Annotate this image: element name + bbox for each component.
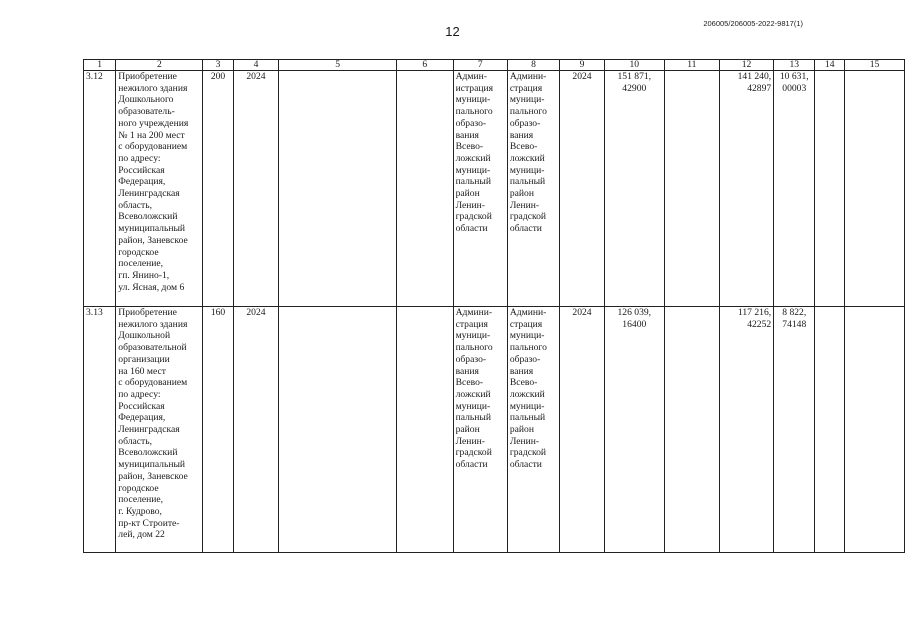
empty-cell: [845, 307, 905, 553]
document-id: 206005/206005-2022-9817(1): [703, 19, 803, 28]
object-description: Приобретение нежилого здания Дошкольного образователь- ного учреждения № 1 на 200 мест с оборудованием по адресу: Российская Федерация, Ленинградская область, Всеволожский муниципальный район, Заневское городское поселение, гп. Янино-1, ул. Ясная, дом 6: [116, 71, 203, 307]
administration-cell: Админи- страция муници- пального образо- вания Всево- ложский муници- пальный район Ленин- градской области: [453, 307, 507, 553]
header-cell: 12: [719, 60, 773, 71]
amount-cell: 126 039, 16400: [604, 307, 664, 553]
header-cell: 11: [664, 60, 719, 71]
year-cell: 2024: [233, 71, 279, 307]
header-cell: 10: [604, 60, 664, 71]
empty-cell: [664, 307, 719, 553]
header-cell: 9: [560, 60, 605, 71]
year-cell: 2024: [233, 307, 279, 553]
amount-cell: 10 631, 00003: [774, 71, 815, 307]
row-number: 3.12: [84, 71, 116, 307]
page-number: 12: [445, 24, 460, 39]
amount-cell: 8 822, 74148: [774, 307, 815, 553]
object-description: Приобретение нежилого здания Дошкольной образовательной организации на 160 мест с оборудованием по адресу: Российская Федерация, Ленинградская область, Всеволожский муниципальный район, Заневское городское поселение, г. Кудрово, пр-кт Строите- лей, дом 22: [116, 307, 203, 553]
capacity-cell: 200: [203, 71, 233, 307]
header-cell: 2: [116, 60, 203, 71]
amount-cell: 151 871, 42900: [604, 71, 664, 307]
empty-cell: [396, 71, 453, 307]
administration-cell: Админ- истрация муници- пального образо- вания Всево- ложский муници- пальный район Ленин- градской области: [453, 71, 507, 307]
row-number: 3.13: [84, 307, 116, 553]
amount-cell: 117 216, 42252: [719, 307, 773, 553]
table-row: [84, 71, 905, 307]
empty-cell: [845, 71, 905, 307]
header-row: [84, 60, 905, 71]
header-cell: 4: [233, 60, 279, 71]
header-cell: 6: [396, 60, 453, 71]
header-cell: 8: [507, 60, 559, 71]
header-cell: 7: [453, 60, 507, 71]
header-cell: 3: [203, 60, 233, 71]
empty-cell: [815, 71, 845, 307]
empty-cell: [396, 307, 453, 553]
empty-cell: [279, 71, 397, 307]
header-cell: 13: [774, 60, 815, 71]
header-cell: 1: [84, 60, 116, 71]
empty-cell: [664, 71, 719, 307]
amount-cell: 141 240, 42897: [719, 71, 773, 307]
capacity-cell: 160: [203, 307, 233, 553]
empty-cell: [279, 307, 397, 553]
administration-cell: Админи- страция муници- пального образо- вания Всево- ложский муници- пальный район Ленин- градской области: [507, 307, 559, 553]
empty-cell: [815, 307, 845, 553]
program-table: [83, 59, 905, 553]
table-row: [84, 307, 905, 553]
administration-cell: Админи- страция муници- пального образо- вания Всево- ложский муници- пальный район Ленин- градской области: [507, 71, 559, 307]
year-cell: 2024: [560, 71, 605, 307]
year-cell: 2024: [560, 307, 605, 553]
header-cell: 5: [279, 60, 397, 71]
header-cell: 14: [815, 60, 845, 71]
header-cell: 15: [845, 60, 905, 71]
